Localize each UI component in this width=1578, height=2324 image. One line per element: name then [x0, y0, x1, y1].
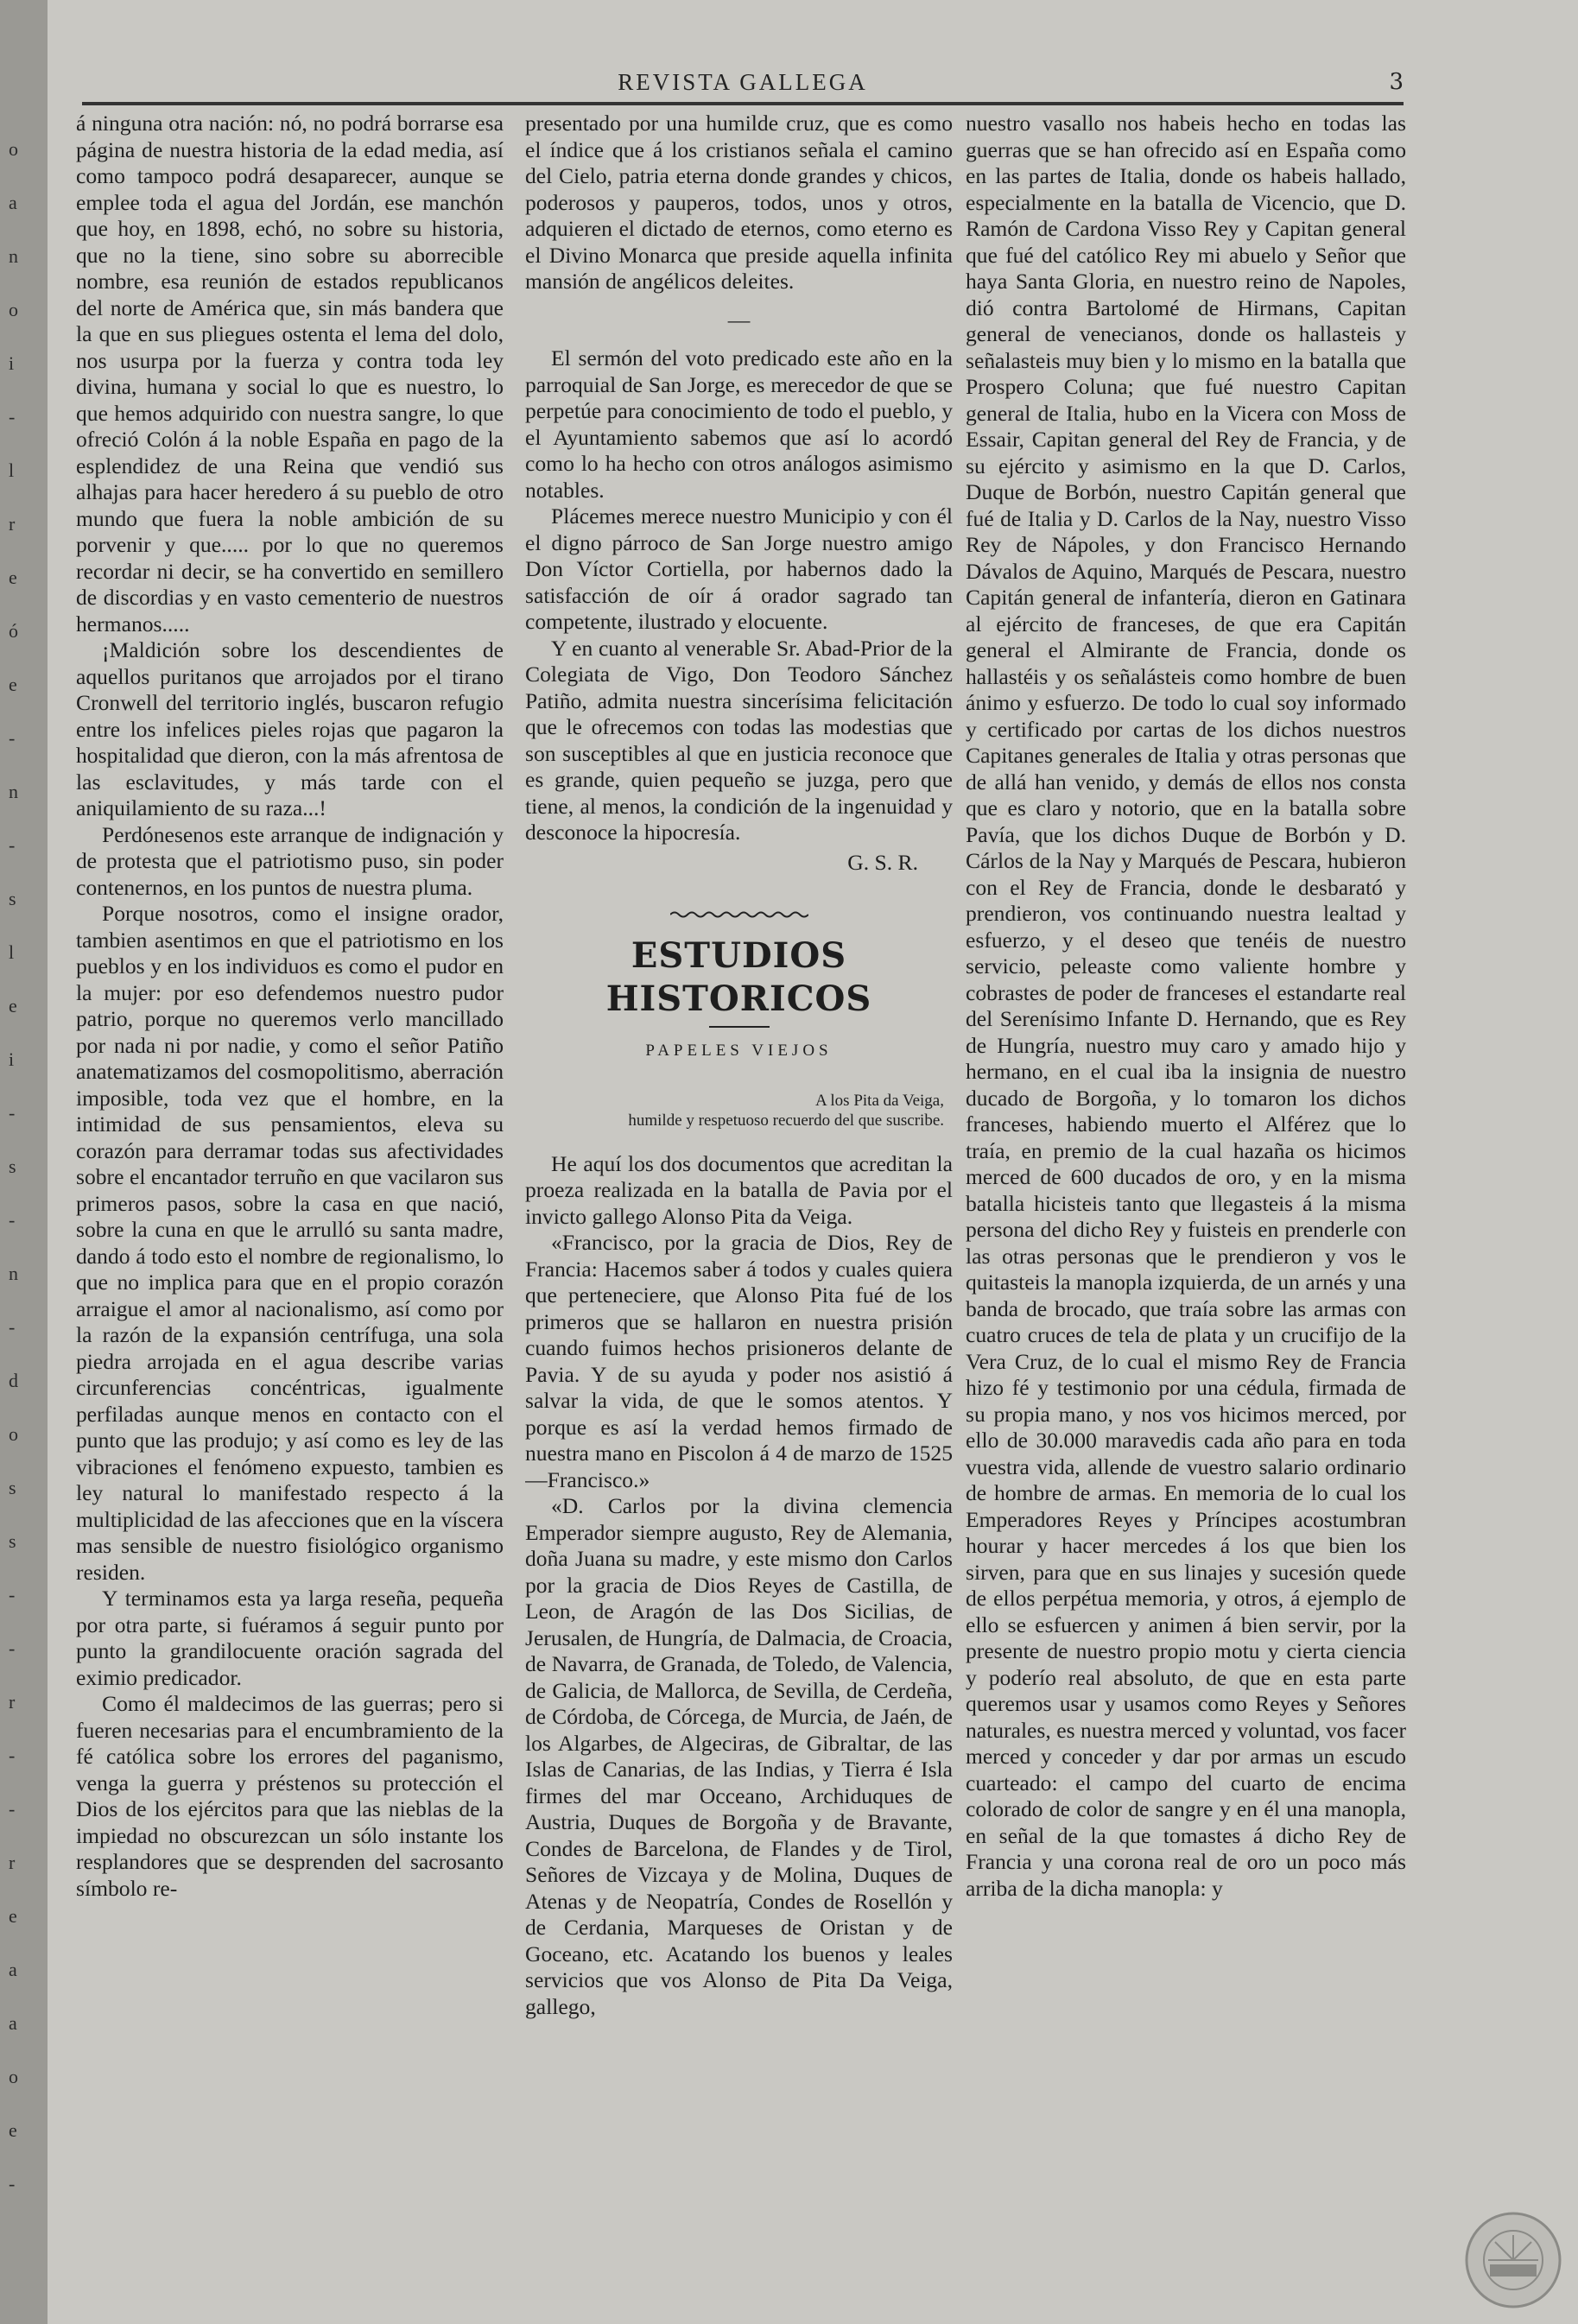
edge-char: - — [9, 406, 16, 427]
edge-char: - — [9, 1584, 16, 1605]
edge-char: n — [9, 1263, 18, 1284]
page-header — [82, 67, 1404, 105]
dedication — [525, 1091, 944, 1130]
dedication-line-2: humilde y respetuoso recuerdo del que suscribe. — [628, 1111, 944, 1130]
journal-title: REVISTA GALLEGA — [618, 69, 868, 95]
edge-char: o — [9, 1423, 18, 1445]
paragraph: á ninguna otra nación: nó, no podrá borrarse esa página de nuestra historia de la edad media, así como tampoco podrá desaparecer, aunque se emplee toda el agua del Jordán, ese manchón que hoy, en 1898, echó, no sobre su historia, que no la tiene, sino sobre su aborrecible nombre, esa reunión de estados republicanos del norte de América que, sin más bandera que la que en sus pliegues ostenta el lema del dolo, nos usurpa por la fuerza y contra toda ley divina, humana y social lo que es nuestro, lo que hemos adquirido con nuestra sangre, lo que ofreció Colón á la noble España en pago de la esplendidez de una Reina que vendió sus alhajas para hacer heredero á su pueblo de otro mundo que fuera la noble ambición de su porvenir y que..... por lo que no queremos recordar ni decir, se ha convertido en semillero de discordias y en vasto cementerio de nuestros hermanos..... — [76, 111, 504, 636]
paragraph: Y terminamos esta ya larga reseña, pequeña por otra parte, si fuéramos á seguir punto por punto la grandilocuente oración sagrada del eximio predicador. — [76, 1586, 504, 1690]
paragraph: ¡Maldición sobre los descendientes de aquellos puritanos que arrojados por el tirano Cronwell del territorio inglés, buscaron refugio entre los infelices pieles rojas que pagaron la hospitalidad que dieron, con la más afrentosa de las esclavitudes, y más tarde con el aniquilamiento de su raza...! — [76, 637, 504, 820]
title-rule — [709, 1026, 770, 1028]
edge-char: a — [9, 2012, 17, 2034]
paragraph: Porque nosotros, como el insigne orador, tambien asentimos en que el patriotismo en los pueblos y en los individuos es como el pudor en la mujer: por eso defendemos nuestro pudor patrio, porque no queremos verlo mancillado por nada ni por nadie, y como el señor Patiño anatematizamos del cosmopolitismo, aberración imposible, toda vez que el hombre, en la intimidad de sus pensamientos, eleva su corazón para derramar todas sus afectividades sobre el encantador terruño en que vacilaron sus primeros pasos, sobre la casa en que nació, sobre la cuna en que le arrulló su santa madre, dando á todo esto el nombre de regionalismo, lo que no implica para que en el propio corazón arraigue el amor al nacionalismo, así como por la razón de la expansión centrífuga, una sola piedra arrojada en el agua describe varias circunferencias concéntricas, igualmente perfiladas aunque menos en contacto con el punto que las produjo; y así como es ley de las vibraciones el fenómeno expuesto, tambien es ley natural lo manifestado respecto á la multiplicidad de las afecciones que en la víscera mas sensible de nuestro fisiológico organismo residen. — [76, 901, 504, 1585]
edge-char: r — [9, 1691, 16, 1713]
wavy-rule-ornament — [670, 910, 808, 919]
edge-char: e — [9, 567, 17, 588]
edge-char: r — [9, 513, 16, 535]
paragraph: presentado por una humilde cruz, que es como el índice que á los cristianos señala el camino del Cielo, patria eterna donde grandes y chicos, poderosos y pauperos, todos, unos y otros, adquieren el dictado de eternos, como eterno es el Divino Monarca que preside aquella infinita mansión de angélicos deleites. — [525, 111, 953, 294]
paragraph: Perdónesenos este arranque de indignación y de protesta que el patriotismo puso, sin poder contenernos, en los puntos de nuestra pluma. — [76, 821, 504, 900]
edge-char: - — [9, 727, 16, 749]
column-3 — [966, 111, 1406, 2278]
edge-char: d — [9, 1370, 18, 1391]
edge-char: e — [9, 2119, 17, 2141]
paragraph: El sermón del voto predicado este año en la parroquial de San Jorge, es merecedor de que se perpetúe para conocimiento de todo el pueblo, y el Ayuntamiento sabemos que así lo acordó como lo ha hecho con otros análogos asimismo notables. — [525, 345, 953, 503]
edge-char: - — [9, 834, 16, 856]
edge-char: o — [9, 299, 18, 320]
adjacent-page-edge — [0, 0, 48, 2324]
edge-char: a — [9, 192, 17, 213]
edge-char: o — [9, 2066, 18, 2087]
edge-char: e — [9, 1905, 17, 1927]
edge-char: a — [9, 1959, 17, 1980]
edge-char: s — [9, 1530, 16, 1552]
edge-char: n — [9, 781, 18, 802]
edge-char: l — [9, 941, 15, 963]
edge-char: s — [9, 1156, 16, 1177]
edge-char: - — [9, 1798, 16, 1820]
paragraph: «Francisco, por la gracia de Dios, Rey de Francia: Hacemos saber á todos y cuales quiera que perteneciere, que Alonso Pita fué de los primeros que se hallaron en nuestra prisión cuando fuimos hechos prisioneros delante de Pavia. Y de su ayuda y poder nos asistió á salvar la vida, de que le somos atentos. Y porque es así la verdad hemos firmado de nuestra mano en Piscolon á 4 de marzo de 1525—Francisco.» — [525, 1230, 953, 1492]
edge-char: i — [9, 352, 15, 374]
column-1 — [76, 111, 504, 2278]
edge-char: e — [9, 674, 17, 695]
edge-char: - — [9, 2173, 16, 2194]
separator-dash: — — [727, 307, 751, 332]
edge-char: n — [9, 245, 18, 267]
header-rule — [82, 102, 1404, 105]
page-number: 3 — [1389, 69, 1404, 95]
edge-char: - — [9, 1102, 16, 1124]
column-2 — [525, 111, 953, 2278]
edge-char: e — [9, 995, 17, 1016]
edge-char: l — [9, 459, 15, 481]
edge-char: s — [9, 888, 16, 909]
edge-char: ó — [9, 620, 18, 642]
edge-char: - — [9, 1637, 16, 1659]
edge-char: s — [9, 1477, 16, 1498]
section-title: ESTUDIOS HISTORICOS — [605, 935, 872, 1019]
paragraph: nuestro vasallo nos habeis hecho en todas las guerras que se han ofrecido así en España como en las partes de Italia, donde os habeis hallado, especialmente en la batalla de Vicencio, que D. Ramón de Cardona Visso Rey y Capitan general que fué del católico Rey mi abuelo y Señor que haya Santa Gloria, en nuestro reino de Napoles, dió contra Bartolomé de Hirmans, Capitan general de venecianos, donde os hallasteis y señalasteis muy bien y lo mismo en la batalla que Prospero Coluna; que fué nuestro Capitan general de Italia, hubo en la Vicera con Moss de Essair, Capitan general del Rey de Francia, y de su ejército y asimismo en la que D. Carlos, Duque de Borbón, nuestro Capitán general que fué de Italia y D. Carlos de la Nay, nuestro Visso Rey de Nápoles, y don Francisco Hernando Dávalos de Aquino, Marqués de Pescara, nuestro Capitán general de infantería, dieron en Gatinara al ejército de franceses, de que era Capitán general el Almirante de Francia, donde os hallastéis y os señalásteis como hombre de buen ánimo y esfuerzo. De todo lo cual soy informado y certificado por cartas de los dichos nuestros Capitanes generales de Italia y otras personas que de allá han venido, y demás de ellos nos consta que es claro y notorio, que en la batalla sobre Pavía, que los dichos Duque de Borbón y D. Cárlos de la Nay y Marqués de Pescara, hubieron con el Rey de Francia, donde le desbarató y prendieron, vos continuando nuestra lealtad y esfuerzo, y el deseo que tenéis de nuestro servicio, peleaste como valiente hombre y cobrastes de poder de franceses el estandarte real del Serenísimo Infante D. Hernando, que es Rey de Hungría, nuestro muy caro y amado hijo y hermano, en el cual iba la insignia de nuestro ducado de Borgoña, y lo tomaron los dichos franceses, habiendo muerto el Alférez que lo traía, en premio de la cual hazaña os hicimos merced de 600 ducados de oro, y en la misma batalla hicisteis tanto que llegasteis á la misma persona del dicho Rey y fuisteis en prenderle con las otras personas que le prendieron y vos le quitasteis la manopla izquierda, de un arnés y una banda de brocado, que traía sobre las armas con cuatro cruces de tela de plata y un crucifijo de la Vera Cruz, de lo cual el mismo Rey de Francia hizo fé y testimonio por una cédula, firmada de su propia mano, y nos vos hicimos merced, por ello de 30.000 maravedis cada año para en toda vuestra vida, allende de vuestro salario ordinario de hombre de armas. En memoria de lo cual los Emperadores Reyes y Príncipes acostumbran hourar y hacer mercedes á los que bien los sirven, para que en sus linajes y sucesión quede de ellos perpétua memoria, y otros, á ejemplo de ello se esfuercen y animen á bien servir, por la presente de nuestro propio motu y cierta ciencia y poderío real absoluto, de que en esta parte queremos usar y usamos como Reyes y Señores naturales, es nuestra merced y voluntad, vos facer merced y conceder y dar por armas un escudo cuarteado: el campo del cuarto de encima colorado de color de sangre y en él una manopla, en señal de la que tomastes á dicho Rey de Francia y una corona real de oro un poco más arriba de la dicha manopla: y — [966, 111, 1406, 1901]
edge-char: r — [9, 1852, 16, 1873]
paragraph: Plácemes merece nuestro Municipio y con él el digno párroco de San Jorge nuestro amigo Don Víctor Cortiella, por habernos dado la satisfacción de oír á orador sagrado tan competente, ilustrado y elocuente. — [525, 503, 953, 634]
edge-char: - — [9, 1209, 16, 1231]
paragraph: «D. Carlos por la divina clemencia Emperador siempre augusto, Rey de Alemania, doña Juana su madre, y este mismo don Carlos por la gracia de Dios Reyes de Castilla, de Leon, de Aragón de las Dos Sicilias, de Jerusalen, de Hungría, de Dalmacia, de Croacia, de Navarra, de Granada, de Toledo, de Valencia, de Galicia, de Mallorca, de Sevilla, de Cerdeña, de Córdoba, de Córcega, de Murcia, de Jaén, de los Algarbes, de Algeciras, de Gibraltar, de las Islas de Canarias, de las Indias, y Tierra é Isla firmes del mar Occeano, Archiduques de Austria, Duques de Borgoña y de Bravante, Condes de Barcelona, de Flandes y de Tirol, Señores de Vizcaya y de Molina, Duques de Atenas y de Neopatría, Condes de Rosellón y de Cerdania, Marqueses de Oristan y de Goceano, etc. Acatando los buenos y leales servicios que vos Alonso de Pita Da Veiga, gallego, — [525, 1493, 953, 2019]
dedication-line-1: A los Pita da Veiga, — [814, 1091, 944, 1110]
edge-char: o — [9, 138, 18, 160]
paragraph: Como él maldecimos de las guerras; pero si fueren necesarias para el encumbramiento de la fé católica sobre los errores del paganismo, venga la guerra y préstenos su protección el Dios de los ejércitos para que las nieblas de la impiedad no obscurezcan un sólo instante los resplandores que se desprenden del sacrosanto símbolo re- — [76, 1691, 504, 1901]
edge-char: - — [9, 1316, 16, 1338]
signature: G. S. R. — [847, 849, 918, 875]
edge-char: - — [9, 1745, 16, 1766]
edge-char: i — [9, 1048, 15, 1070]
paragraph: He aquí los dos documentos que acreditan la proeza realizada en la batalla de Pavia por el invicto gallego Alonso Pita da Veiga. — [525, 1150, 953, 1229]
subtitle: PAPELES VIEJOS — [645, 1042, 833, 1060]
paragraph: Y en cuanto al venerable Sr. Abad-Prior de la Colegiata de Vigo, Don Teodoro Sánchez Patiño, admita nuestra sincerísima felicitación que le ofrecemos con todas las modestias que son susceptibles al que en justicia reconoce que es grande, quien pequeño se juzga, pero que tiene, al menos, la condición de la ingenuidad y desconoce la hipocresía. — [525, 635, 953, 845]
library-stamp-seal — [1464, 2211, 1563, 2310]
